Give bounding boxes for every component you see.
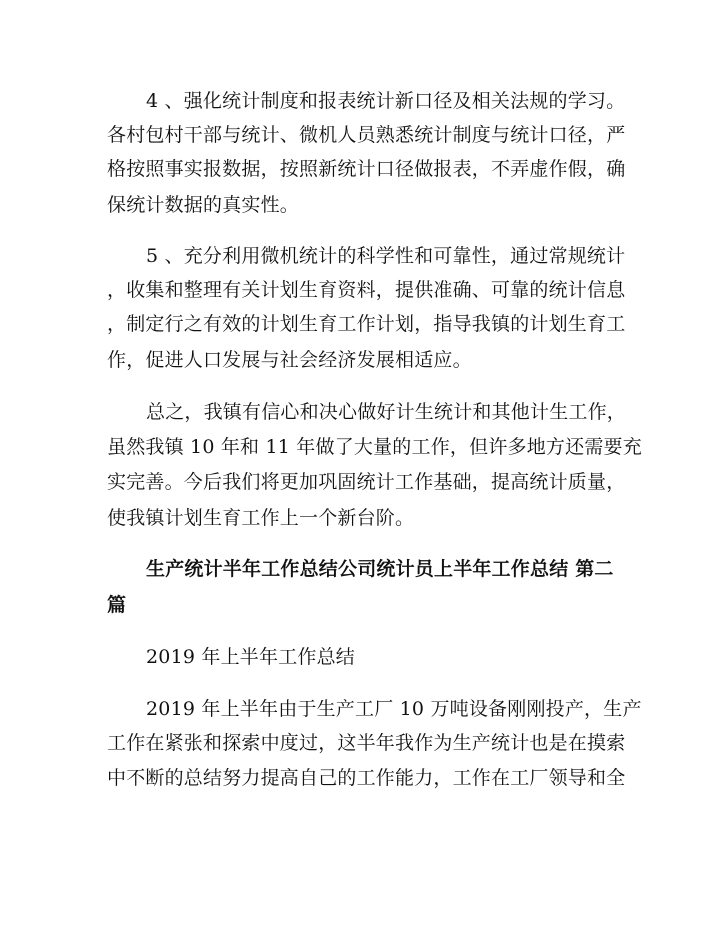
- paragraph-5-line-2: ，收集和整理有关计划生育资料，提供准确、可靠的统计信息: [107, 279, 626, 301]
- paragraph-5-line-3: ，制定行之有效的计划生育工作计划，指导我镇的计划生育工: [107, 313, 626, 335]
- section-heading-line-2: 篇: [107, 594, 127, 616]
- paragraph-4-line-2: 各村包村干部与统计、微机人员熟悉统计制度与统计口径，严: [107, 124, 626, 146]
- paragraph-4-line-1: 4 、强化统计制度和报表统计新口径及相关法规的学习。: [146, 90, 626, 112]
- conclusion-line-3: 实完善。今后我们将更加巩固统计工作基础，提高统计质量，: [107, 471, 626, 493]
- subheading: 2019 年上半年工作总结: [146, 646, 355, 668]
- section-heading-line-1: 生产统计半年工作总结公司统计员上半年工作总结 第二: [146, 558, 614, 580]
- paragraph-5-line-1: 5 、充分利用微机统计的科学性和可靠性，通过常规统计: [146, 245, 626, 267]
- paragraph-5-line-4: 作，促进人口发展与社会经济发展相适应。: [107, 349, 472, 371]
- paragraph-4-line-3: 格按照事实报数据，按照新统计口径做报表，不弄虚作假，确: [107, 158, 626, 180]
- paragraph-2019-line-3: 中不断的总结努力提高自己的工作能力，工作在工厂领导和全: [107, 767, 626, 789]
- paragraph-2019-line-2: 工作在紧张和探索中度过，这半年我作为生产统计也是在摸索: [107, 732, 626, 754]
- paragraph-4-line-4: 保统计数据的真实性。: [107, 194, 300, 216]
- conclusion-line-4: 使我镇计划生育工作上一个新台阶。: [107, 507, 415, 529]
- paragraph-2019-line-1: 2019 年上半年由于生产工厂 10 万吨设备刚刚投产，生产: [146, 698, 642, 720]
- conclusion-line-2: 虽然我镇 10 年和 11 年做了大量的工作，但许多地方还需要充: [107, 436, 642, 458]
- conclusion-line-1: 总之，我镇有信心和决心做好计生统计和其他计生工作，: [146, 401, 627, 423]
